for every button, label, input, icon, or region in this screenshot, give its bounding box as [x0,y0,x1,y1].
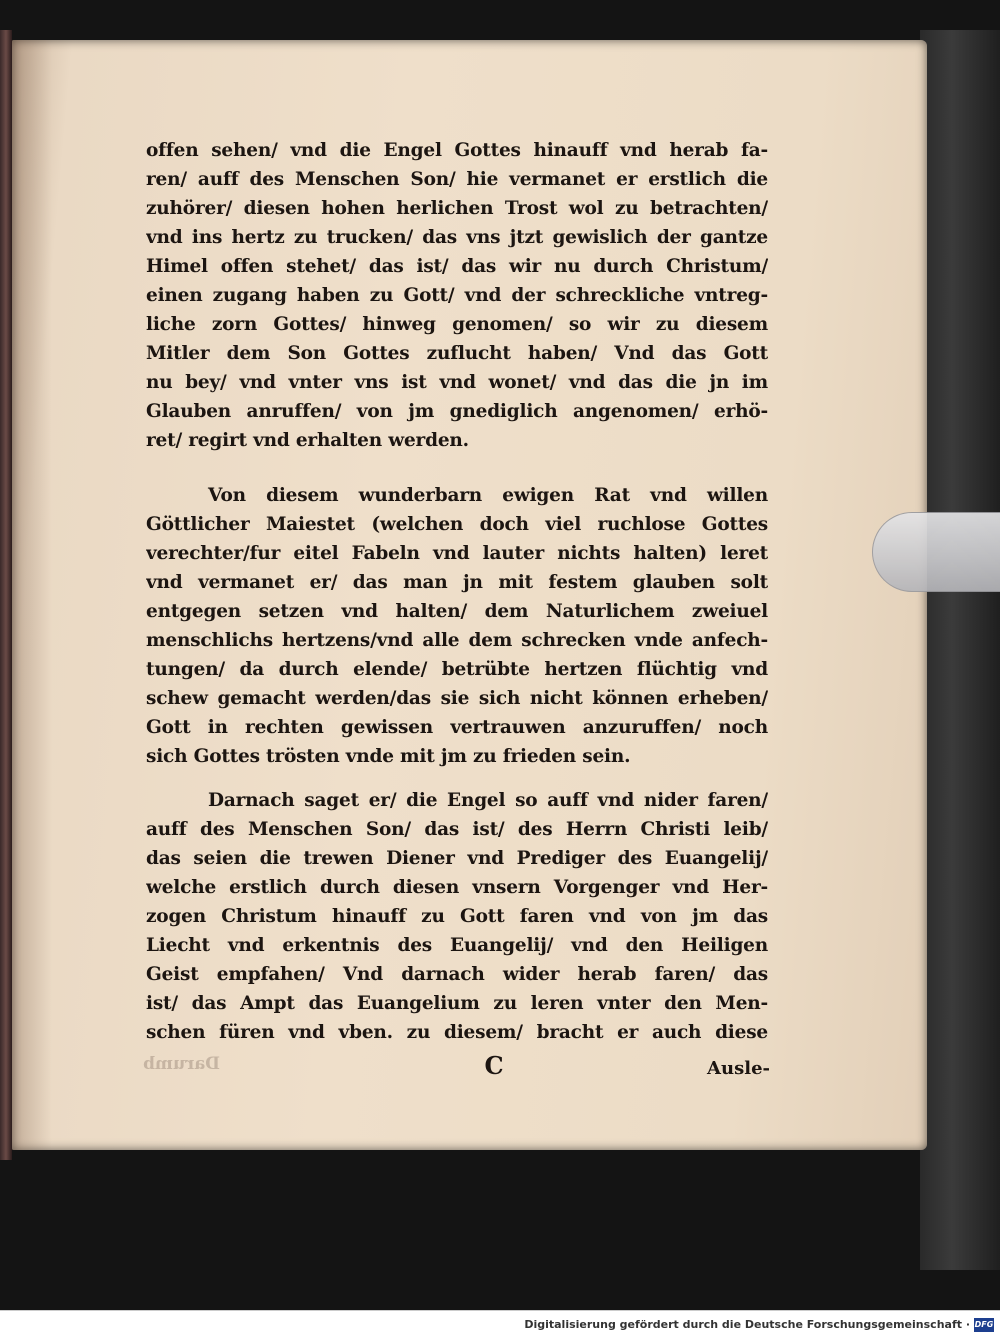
text-line: schew gemacht werden/das sie sich nicht können erheben/ [146,688,768,709]
text-line: Liecht vnd erkentnis des Euangelij/ vnd den Heiligen [146,935,768,956]
text-line: verechter/fur eitel Fabeln vnd lauter nichts halten) leret [146,543,768,564]
text-line: offen sehen/ vnd die Engel Gottes hinauff vnd herab fa- [146,140,768,161]
text-line: vnd ins hertz zu trucken/ das vns jtzt gewislich der gantze [146,227,768,248]
text-line: entgegen setzen vnd halten/ dem Naturlichem zweiuel [146,601,768,622]
paragraph-1 [146,136,768,455]
text-line: Mitler dem Son Gottes zuflucht haben/ Vnd das Gott [146,343,768,364]
paragraph-3 [146,786,768,1047]
text-line: tungen/ da durch elende/ betrübte hertzen flüchtig vnd [146,659,768,680]
text-line: das seien die trewen Diener vnd Prediger des Euangelij/ [146,848,768,869]
text-line: Von diesem wunderbarn ewigen Rat vnd willen [208,485,768,506]
text-line: einen zugang haben zu Gott/ vnd der schreckliche vntreg- [146,285,768,306]
footer-credit: Digitalisierung gefördert durch die Deutsche Forschungsgemeinschaft · [524,1318,970,1331]
dfg-logo-icon: DFG [974,1318,994,1332]
book-cover-edge [920,30,1000,1270]
text-line: welche erstlich durch diesen vnsern Vorgenger vnd Her- [146,877,768,898]
text-line: Glauben anruffen/ von jm gnediglich angenomen/ erhö- [146,401,768,422]
text-line: vnd vermanet er/ das man jn mit festem glauben solt [146,572,768,593]
text-line: liche zorn Gottes/ hinweg genomen/ so wir zu diesem [146,314,768,335]
footer-bar [0,1310,1000,1340]
text-line: auff des Menschen Son/ das ist/ des Herrn Christi leib/ [146,819,768,840]
text-line: Darnach saget er/ die Engel so auff vnd nider faren/ [208,790,768,811]
text-line: zuhörer/ diesen hohen herlichen Trost wol zu betrachten/ [146,198,768,219]
catchword: Ausle- [707,1058,770,1079]
text-line: Himel offen stehet/ das ist/ das wir nu durch Christum/ [146,256,768,277]
text-line: Göttlicher Maiestet (welchen doch viel ruchlose Gottes [146,514,768,535]
bookmark-tab [872,512,1000,592]
bleed-through-text: Darumb [143,1054,220,1074]
text-line: schen füren vnd vben. zu diesem/ bracht er auch diese [146,1022,768,1043]
paragraph-2 [146,481,768,771]
text-line: nu bey/ vnd vnter vns ist vnd wonet/ vnd das die jn im [146,372,768,393]
text-line: ist/ das Ampt das Euangelium zu leren vnter den Men- [146,993,768,1014]
left-binding-edge [0,30,12,1160]
text-line: ren/ auff des Menschen Son/ hie vermanet er erstlich die [146,169,768,190]
signature-mark: C [484,1051,504,1080]
text-line: sich Gottes trösten vnde mit jm zu frieden sein. [146,746,631,767]
text-line: ret/ regirt vnd erhalten werden. [146,430,469,451]
text-line: menschlichs hertzens/vnd alle dem schrecken vnde anfech- [146,630,768,651]
text-line: Gott in rechten gewissen vertrauwen anzuruffen/ noch [146,717,768,738]
text-line: Geist empfahen/ Vnd darnach wider herab faren/ das [146,964,768,985]
text-line: zogen Christum hinauff zu Gott faren vnd von jm das [146,906,768,927]
